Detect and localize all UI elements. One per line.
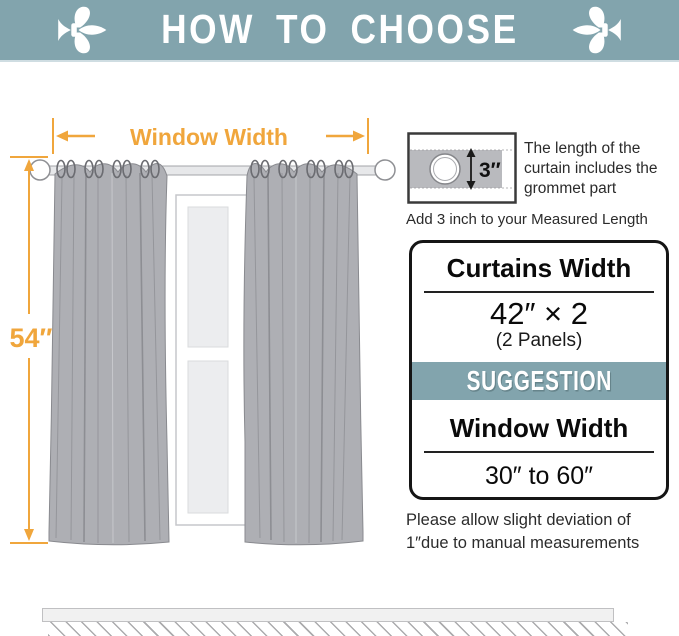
suggestion-label: SUGGESTION [466, 364, 612, 396]
suggestion-banner [412, 362, 666, 400]
window-width-label: Window Width [130, 124, 288, 150]
height-annotation [10, 157, 53, 543]
table-divider [424, 291, 654, 293]
floor-hatching [48, 622, 628, 636]
grommet-diagram [407, 132, 517, 204]
curtains-width-header: Curtains Width [446, 253, 632, 283]
curtain-height-label: 54″ [9, 323, 53, 353]
measure-note: Add 3 inch to your Measured Length [406, 211, 648, 228]
deviation-note-line1: Please allow slight deviation of [406, 511, 631, 529]
window-width-value: 30″ to 60″ [484, 461, 594, 490]
curtain-window-diagram [0, 62, 400, 612]
curtain-panel-right [244, 163, 363, 544]
window-width-annotation [53, 118, 368, 154]
page-title: HOW TO CHOOSE [160, 5, 519, 52]
header-banner [0, 0, 679, 62]
fleur-de-lis-right-icon [571, 3, 625, 57]
grommet-description: The length of the curtain includes the grommet part [524, 140, 658, 197]
curtains-width-value: 42″ × 2 [489, 296, 589, 331]
grommet-size-label: 3″ [479, 159, 501, 182]
table-divider [424, 451, 654, 453]
fleur-de-lis-left-icon [54, 3, 108, 57]
deviation-note [406, 509, 679, 555]
panels-count: (2 Panels) [495, 329, 583, 351]
size-table [409, 240, 669, 500]
deviation-note-line2: 1″due to manual measurements [406, 533, 640, 552]
floor-bar [42, 608, 614, 622]
window-width-header: Window Width [449, 412, 629, 443]
curtain-panel-left [49, 163, 169, 544]
